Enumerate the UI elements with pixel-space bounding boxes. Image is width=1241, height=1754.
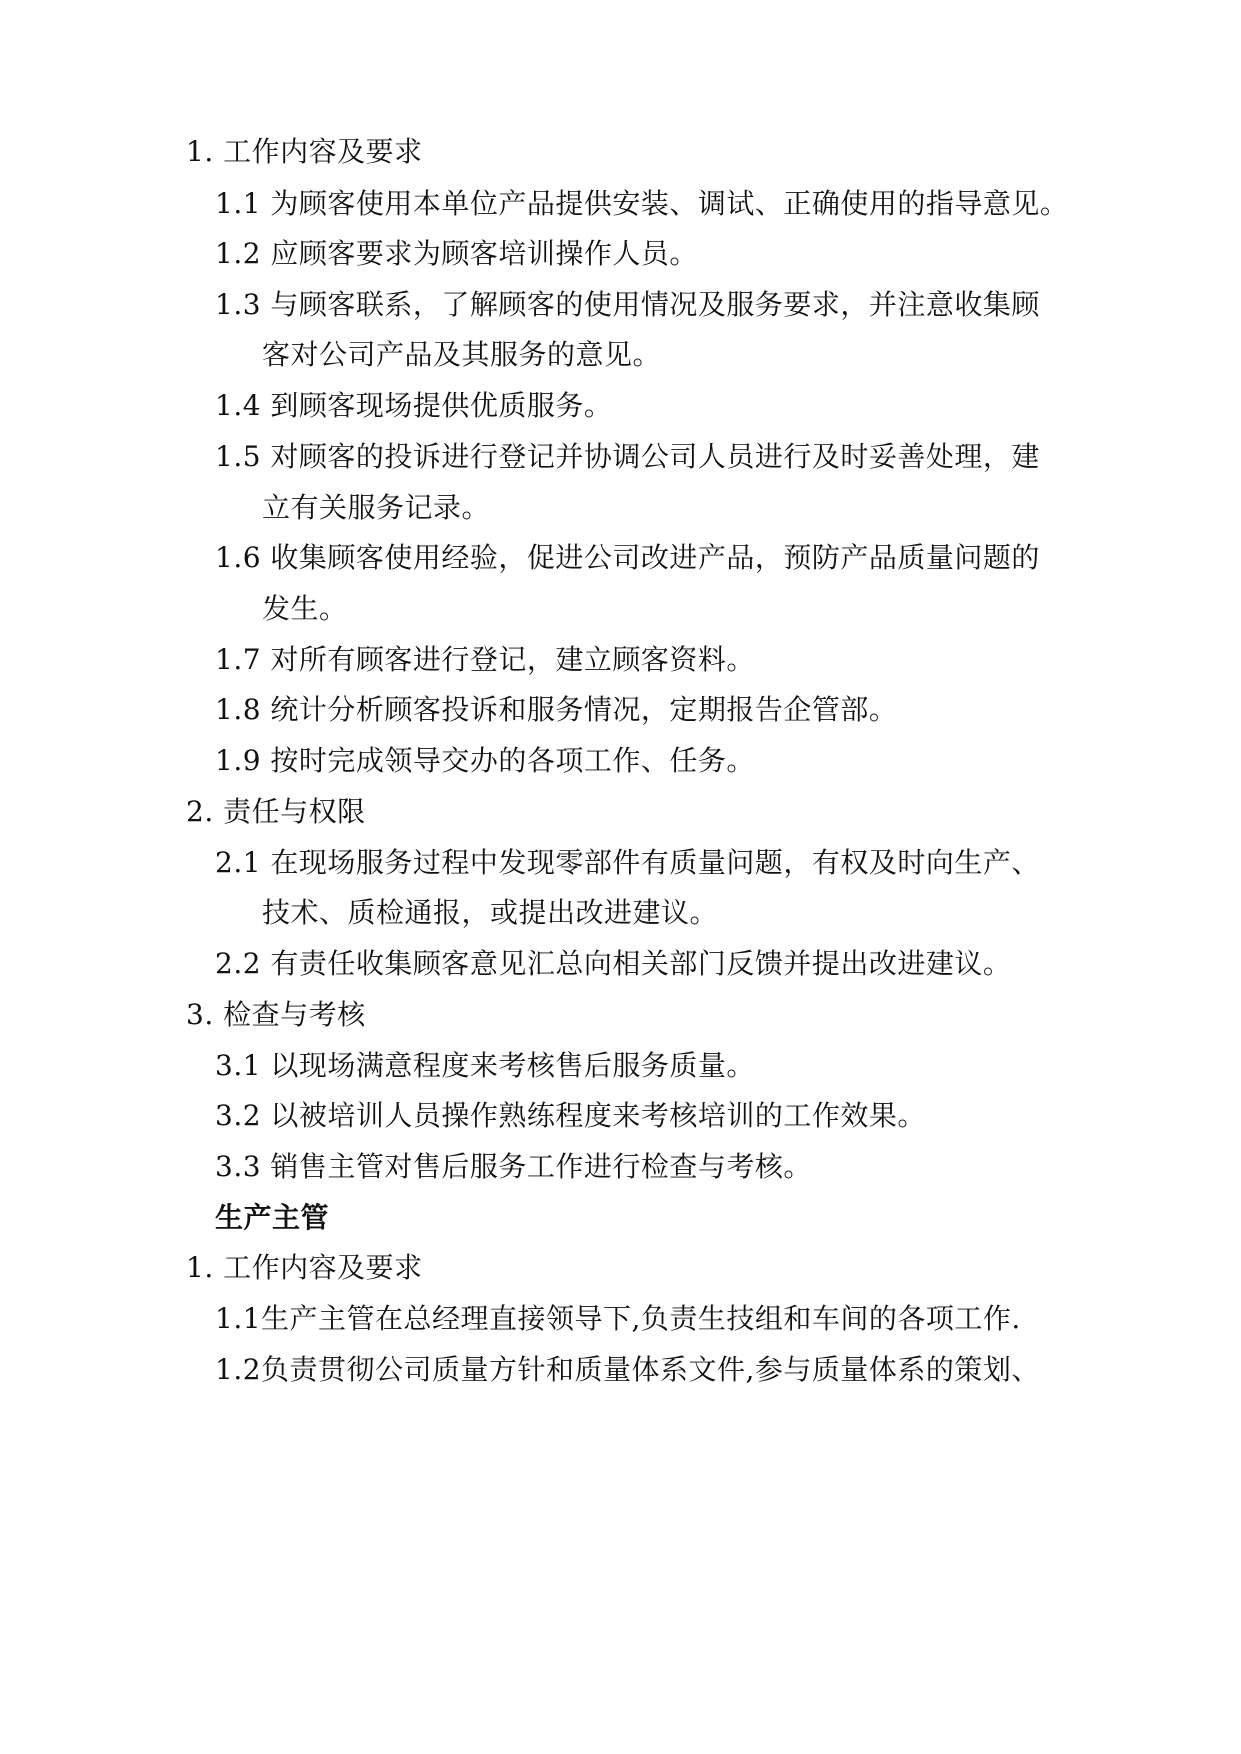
list-item: 1.4 到顾客现场提供优质服务。	[215, 389, 613, 422]
list-item-continuation: 立有关服务记录。	[262, 491, 491, 524]
list-item: 1.2负责贯彻公司质量方针和质量体系文件,参与质量体系的策划、	[215, 1353, 1040, 1386]
list-item: 3.3 销售主管对售后服务工作进行检查与考核。	[215, 1150, 812, 1183]
list-item: 1.8 统计分析顾客投诉和服务情况，定期报告企管部。	[215, 693, 898, 726]
list-item: 1.7 对所有顾客进行登记，建立顾客资料。	[215, 643, 755, 676]
section-heading: 3. 检查与考核	[186, 998, 366, 1031]
section-heading: 1. 工作内容及要求	[186, 135, 423, 168]
list-item-continuation: 发生。	[262, 592, 348, 625]
list-item: 1.1 为顾客使用本单位产品提供安装、调试、正确使用的指导意见。	[215, 187, 1069, 220]
list-item: 1.6 收集顾客使用经验，促进公司改进产品，预防产品质量问题的	[215, 541, 1040, 574]
section-heading: 1. 工作内容及要求	[186, 1251, 423, 1284]
list-item: 2.2 有责任收集顾客意见汇总向相关部门反馈并提出改进建议。	[215, 947, 1012, 980]
list-item: 1.1生产主管在总经理直接领导下,负责生技组和车间的各项工作.	[215, 1302, 1021, 1335]
list-item-continuation: 客对公司产品及其服务的意见。	[262, 338, 662, 371]
list-item: 1.2 应顾客要求为顾客培训操作人员。	[215, 237, 698, 270]
role-title: 生产主管	[215, 1201, 330, 1234]
list-item-continuation: 技术、质检通报，或提出改进建议。	[262, 896, 719, 929]
list-item: 1.9 按时完成领导交办的各项工作、任务。	[215, 744, 755, 777]
list-item: 1.5 对顾客的投诉进行登记并协调公司人员进行及时妥善处理，建	[215, 440, 1040, 473]
list-item: 2.1 在现场服务过程中发现零部件有质量问题，有权及时向生产、	[215, 846, 1040, 879]
list-item: 3.2 以被培训人员操作熟练程度来考核培训的工作效果。	[215, 1099, 926, 1132]
section-heading: 2. 责任与权限	[186, 795, 366, 828]
list-item: 3.1 以现场满意程度来考核售后服务质量。	[215, 1049, 755, 1082]
list-item: 1.3 与顾客联系，了解顾客的使用情况及服务要求，并注意收集顾	[215, 288, 1040, 321]
